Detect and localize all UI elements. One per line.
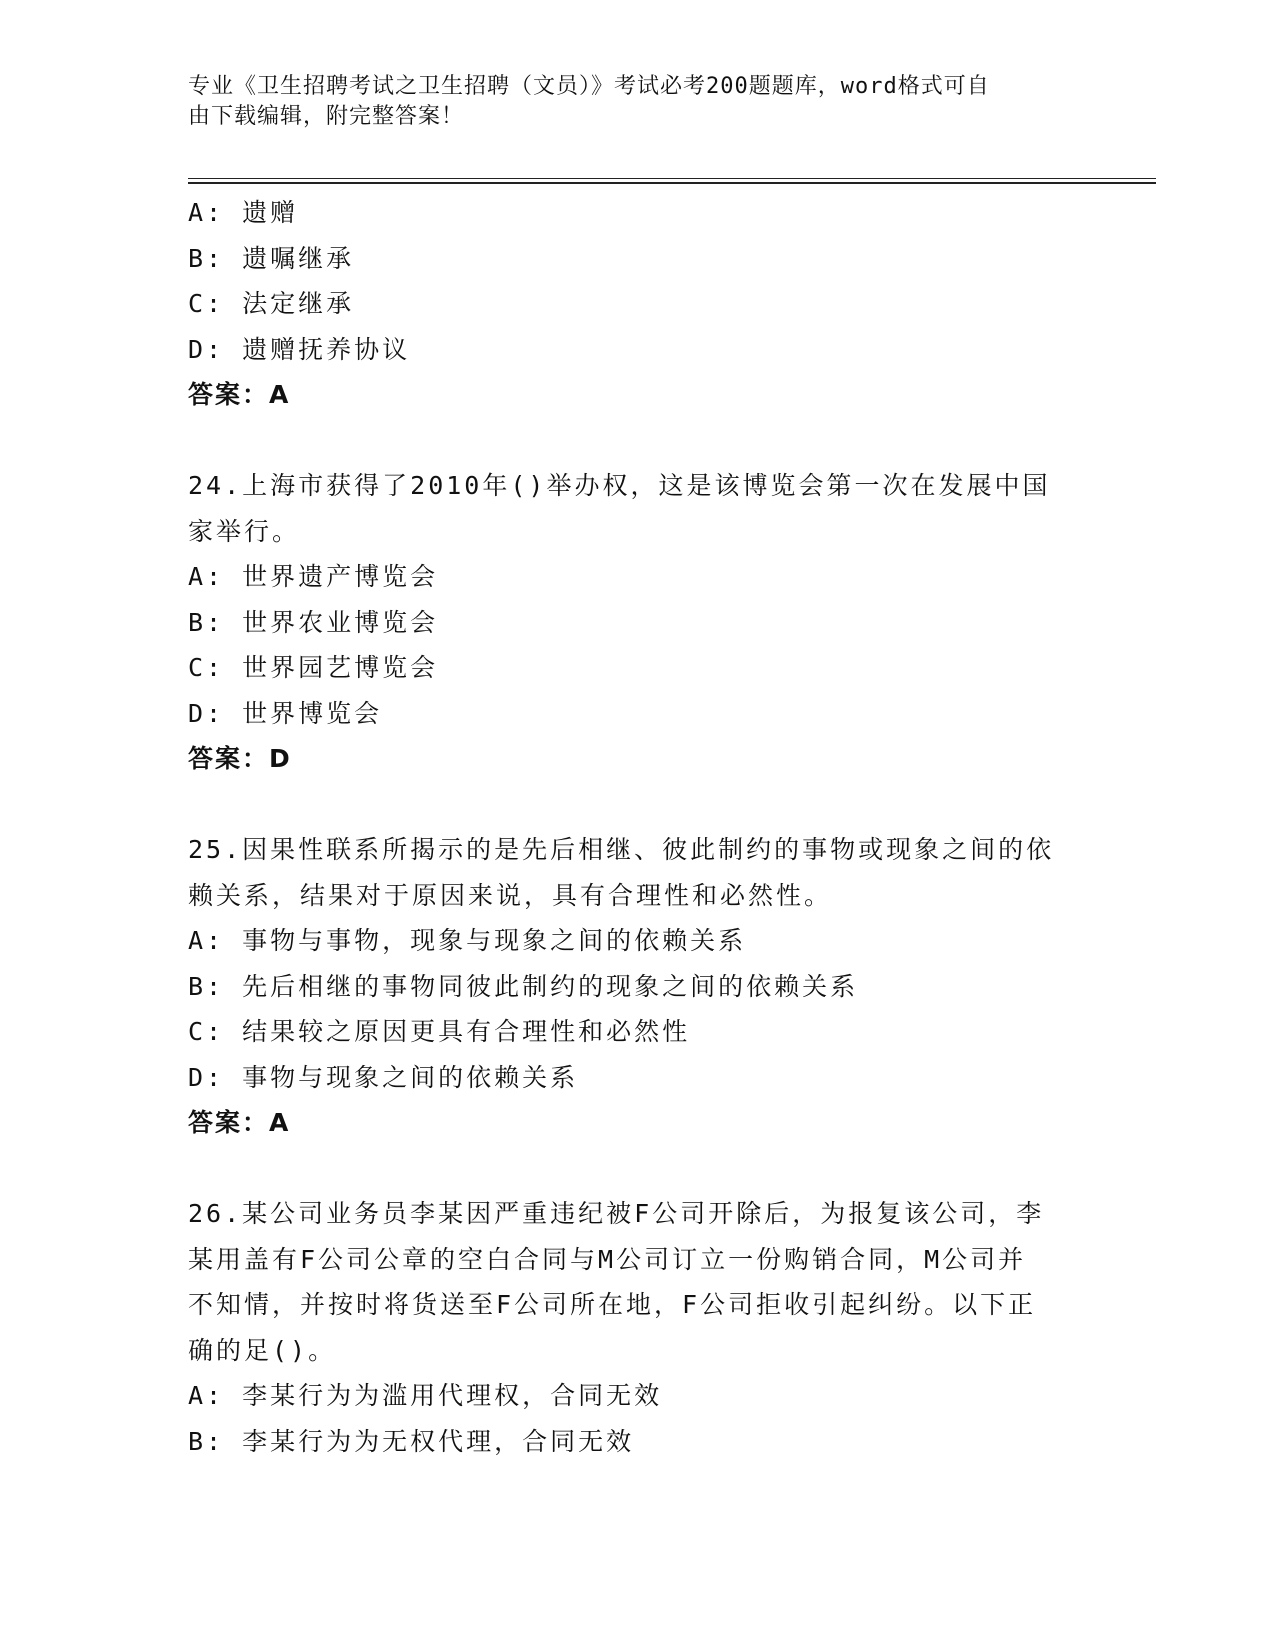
spacer bbox=[188, 782, 1088, 828]
header-rule-thin bbox=[188, 178, 1156, 179]
question-stem-line: 家举行。 bbox=[188, 516, 301, 546]
option-d: D: 世界博览会 bbox=[188, 698, 383, 728]
header-line-1: 专业《卫生招聘考试之卫生招聘（文员）》考试必考200题题库，word格式可自 bbox=[188, 74, 990, 99]
answer: 答案：D bbox=[188, 744, 292, 773]
question-stem-line: 某用盖有F公司公章的空白合同与M公司订立一份购销合同，M公司并 bbox=[188, 1244, 1027, 1274]
option-b: B: 先后相继的事物同彼此制约的现象之间的依赖关系 bbox=[188, 971, 859, 1001]
question-stem-line: 不知情，并按时将货送至F公司所在地，F公司拒收引起纠纷。以下正 bbox=[188, 1290, 1037, 1319]
option-a: A: 世界遗产博览会 bbox=[188, 562, 439, 591]
question-stem-line: 24.上海市获得了2010年()举办权，这是该博览会第一次在发展中国 bbox=[188, 471, 1051, 500]
header-line-2: 由下载编辑，附完整答案！ bbox=[188, 104, 465, 129]
question-23 bbox=[188, 190, 1088, 418]
spacer bbox=[188, 1146, 1088, 1192]
question-24 bbox=[188, 463, 1088, 782]
spacer bbox=[188, 418, 1088, 464]
question-stem-line: 26.某公司业务员李某因严重违纪被F公司开除后，为报复该公司，李 bbox=[188, 1199, 1045, 1228]
option-c: C: 结果较之原因更具有合理性和必然性 bbox=[188, 1017, 691, 1046]
option-a: A: 李某行为为滥用代理权，合同无效 bbox=[188, 1381, 663, 1410]
option-c: C: 世界园艺博览会 bbox=[188, 653, 439, 682]
answer: 答案：A bbox=[188, 380, 291, 409]
option-b: B: 世界农业博览会 bbox=[188, 607, 439, 637]
question-25 bbox=[188, 827, 1088, 1146]
question-stem-line: 赖关系，结果对于原因来说，具有合理性和必然性。 bbox=[188, 880, 833, 910]
option-a: A: 遗赠 bbox=[188, 198, 299, 227]
header-rule-thick bbox=[188, 182, 1156, 184]
document-header bbox=[188, 72, 1068, 132]
question-stem-line: 确的足()。 bbox=[188, 1335, 337, 1365]
option-d: D: 事物与现象之间的依赖关系 bbox=[188, 1062, 579, 1092]
answer: 答案：A bbox=[188, 1108, 291, 1137]
option-d: D: 遗赠抚养协议 bbox=[188, 334, 411, 364]
question-list bbox=[188, 190, 1088, 1464]
option-c: C: 法定继承 bbox=[188, 289, 355, 318]
option-a: A: 事物与事物，现象与现象之间的依赖关系 bbox=[188, 926, 747, 955]
option-b: B: 李某行为为无权代理，合同无效 bbox=[188, 1426, 635, 1456]
question-stem-line: 25.因果性联系所揭示的是先后相继、彼此制约的事物或现象之间的依 bbox=[188, 835, 1055, 864]
question-26 bbox=[188, 1191, 1088, 1464]
option-b: B: 遗嘱继承 bbox=[188, 243, 355, 273]
